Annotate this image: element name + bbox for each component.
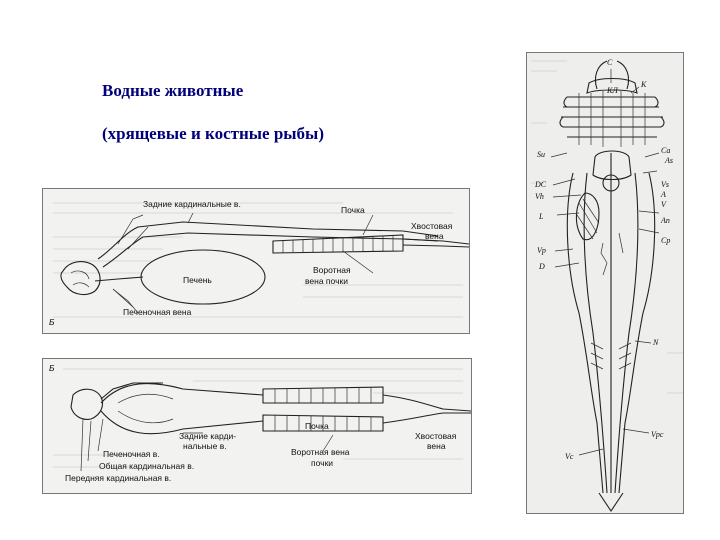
label-tail-vein-b-2: вена bbox=[427, 441, 446, 451]
label-l: L bbox=[539, 212, 544, 221]
label-common-cardinal: Общая кардинальная в. bbox=[99, 461, 195, 471]
label-kidney-b: Почка bbox=[305, 421, 329, 431]
diagram-b-letter: Б bbox=[49, 363, 55, 373]
label-liver: Печень bbox=[183, 275, 212, 285]
label-cp: Cp bbox=[661, 236, 671, 245]
label-hepatic-vein-b: Печеночная в. bbox=[103, 449, 160, 459]
label-hepatic-vein-a: Печеночная вена bbox=[123, 307, 192, 317]
label-tail-vein-a-1: Хвостовая bbox=[411, 221, 453, 231]
diagram-a-letter: Б bbox=[49, 317, 55, 327]
label-posterior-cardinal: Задние кардинальные в. bbox=[143, 199, 241, 209]
label-vs: Vs bbox=[661, 180, 669, 189]
label-a: A bbox=[661, 190, 666, 199]
label-n: N bbox=[653, 338, 659, 347]
label-ca: Ca bbox=[661, 146, 671, 155]
diagram-a-panel bbox=[42, 188, 470, 334]
diagram-b-panel bbox=[42, 358, 472, 494]
label-anterior-cardinal: Передняя кардинальная в. bbox=[65, 473, 172, 483]
label-an: An bbox=[661, 216, 670, 225]
diagram-b-drawing bbox=[43, 359, 471, 493]
label-posterior-cardinal-b-2: нальные в. bbox=[183, 441, 227, 451]
label-vc: Vc bbox=[565, 452, 574, 461]
label-portal-vein-a-1: Воротная bbox=[313, 265, 351, 275]
label-as: As bbox=[665, 156, 673, 165]
label-portal-vein-b-2: почки bbox=[311, 458, 334, 468]
label-v: V bbox=[661, 200, 666, 209]
diagram-c-drawing bbox=[527, 53, 683, 513]
label-kidney-a: Почка bbox=[341, 205, 365, 215]
diagram-c-panel bbox=[526, 52, 684, 514]
label-dc: DC bbox=[535, 180, 547, 189]
label-vp: Vp bbox=[537, 246, 546, 255]
label-portal-vein-b-1: Воротная вена bbox=[291, 447, 350, 457]
label-posterior-cardinal-b-1: Задние карди- bbox=[179, 431, 237, 441]
diagram-a-drawing bbox=[43, 189, 469, 333]
label-k: К bbox=[641, 80, 647, 89]
label-d: D bbox=[539, 262, 545, 271]
label-kl: КЛ bbox=[607, 86, 618, 95]
label-tail-vein-b-1: Хвостовая bbox=[415, 431, 457, 441]
slide-title: Водные животные bbox=[102, 81, 244, 100]
label-tail-vein-a-2: вена bbox=[425, 231, 444, 241]
label-vh: Vh bbox=[535, 192, 544, 201]
label-c: C bbox=[607, 58, 613, 67]
slide-subtitle: (хрящевые и костные рыбы) bbox=[102, 124, 324, 143]
label-portal-vein-a-2: вена почки bbox=[305, 276, 348, 286]
label-vpc: Vpc bbox=[651, 430, 664, 439]
label-su: Su bbox=[537, 150, 545, 159]
